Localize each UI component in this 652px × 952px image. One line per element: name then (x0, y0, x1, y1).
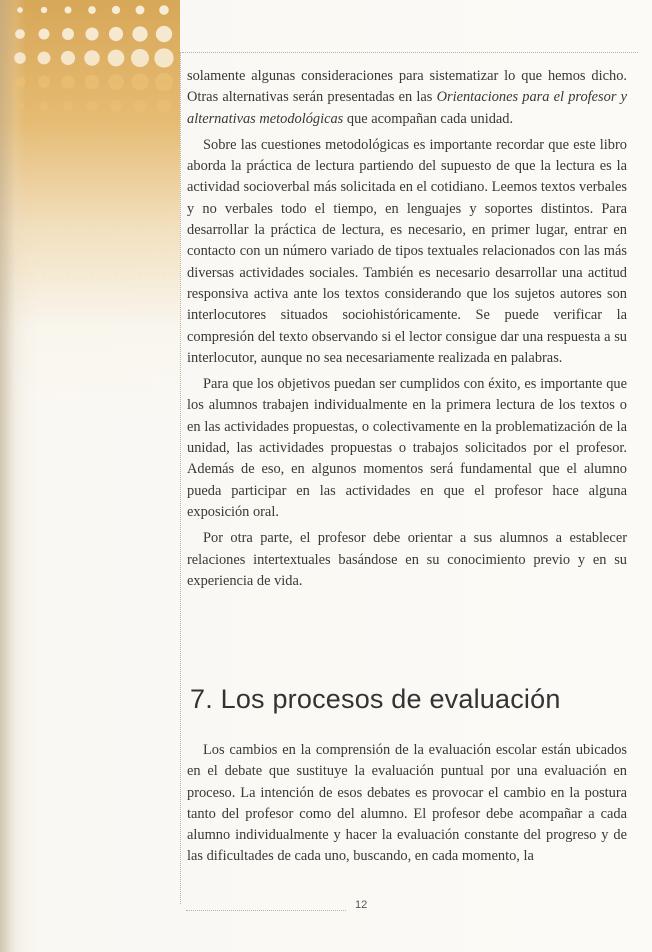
halftone-dot (91, 153, 93, 155)
halftone-dot (112, 6, 120, 14)
halftone-dot (39, 101, 48, 110)
halftone-dot (43, 273, 45, 275)
top-dotted-rule (182, 52, 638, 53)
halftone-dot (67, 273, 69, 275)
side-dotted-rule (180, 52, 181, 904)
paragraph-3: Para que los objetivos puedan ser cumplidos con éxito, es importante que los alumnos trabajen individualmente en la primera lectura de los textos o en las actividades propuestas, o colectivamente en la problematización de la unidad, las actividades propuestas o trabajos solicitados por el profesor. Además de eso, en algunos momentos será fundamental que el alumno pueda participar en las actividades en que el profesor hace alguna exposición oral. (187, 376, 627, 520)
halftone-dot (67, 249, 69, 251)
halftone-dot (67, 153, 69, 155)
halftone-dot (19, 201, 21, 203)
halftone-dot (132, 26, 147, 41)
body-text-top (187, 66, 627, 592)
halftone-dot (115, 201, 117, 203)
halftone-dot (19, 249, 21, 251)
halftone-dot (17, 7, 23, 13)
halftone-dot (108, 50, 125, 67)
halftone-dot (84, 50, 99, 65)
halftone-dot (110, 100, 122, 112)
paragraph-1-text: solamente algunas consideraciones para sistematizar lo que hemos dicho. Otras alternativas serán presentadas en las (187, 68, 627, 106)
halftone-dot (163, 177, 165, 179)
halftone-dot (163, 249, 165, 251)
halftone-dot (91, 177, 93, 179)
page-number: 12 (355, 899, 368, 911)
halftone-dot (63, 101, 73, 111)
body-text-bottom (187, 740, 627, 868)
halftone-dot (115, 177, 117, 179)
halftone-dot (87, 101, 98, 112)
halftone-dot (85, 75, 100, 90)
halftone-dot (19, 177, 21, 179)
halftone-dot (43, 153, 45, 155)
halftone-dot (67, 177, 69, 179)
halftone-dot (61, 75, 74, 88)
paragraph-1-text-end: que acompañan cada unidad. (343, 110, 514, 127)
halftone-dot (62, 28, 74, 40)
halftone-dot (159, 5, 169, 15)
halftone-dot (85, 27, 98, 40)
halftone-dots-decoration (0, 0, 180, 320)
halftone-dot (42, 128, 47, 133)
halftone-dot (113, 127, 119, 133)
paragraph-1 (187, 66, 627, 130)
halftone-dot (41, 7, 47, 13)
halftone-dot (61, 51, 75, 65)
halftone-dot (137, 127, 144, 134)
halftone-dot (67, 201, 69, 203)
halftone-dot (39, 29, 50, 40)
halftone-dot (139, 225, 141, 227)
halftone-dot (131, 49, 149, 67)
halftone-dot (15, 77, 26, 88)
halftone-dot (163, 273, 165, 275)
halftone-dot (65, 7, 72, 14)
halftone-dot (16, 102, 24, 110)
halftone-dot (115, 273, 117, 275)
halftone-dot (43, 249, 45, 251)
halftone-dot (109, 27, 123, 41)
halftone-dot (163, 225, 165, 227)
paragraph-1-emphasis: Orientaciones para el profesor y alternativas metodológicas (187, 89, 627, 127)
halftone-dot (139, 177, 141, 179)
halftone-dot (139, 153, 141, 155)
halftone-dot (38, 52, 51, 65)
paragraph-5: Los cambios en la comprensión de la evaluación escolar están ubicados en el debate que sustituye la evaluación puntual por una evaluación en proceso. La intención de esos debates es provocar el cambio en la postura tanto del profesor como del alumno. El profesor debe acompañar a cada alumno individualmente y hacer la evaluación constante del progreso y de las dificultades de cada uno, buscando, en cada momento, la (187, 742, 627, 865)
halftone-dot (91, 201, 93, 203)
halftone-dot (43, 177, 45, 179)
halftone-dot (19, 273, 21, 275)
halftone-dot (14, 52, 26, 64)
halftone-dot (139, 201, 141, 203)
halftone-dot (131, 73, 148, 90)
halftone-dot (91, 249, 93, 251)
halftone-dot (134, 100, 147, 113)
halftone-dot (38, 76, 50, 88)
halftone-dot (160, 126, 167, 133)
halftone-dot (18, 128, 22, 132)
halftone-dot (115, 153, 117, 155)
halftone-dot (108, 74, 124, 90)
halftone-dot (15, 29, 25, 39)
halftone-dot (91, 225, 93, 227)
halftone-dot (155, 73, 173, 91)
halftone-dot (157, 99, 171, 113)
halftone-dot (88, 6, 96, 14)
halftone-dot (91, 273, 93, 275)
halftone-dot (43, 201, 45, 203)
halftone-dot (136, 6, 145, 15)
halftone-dot (89, 127, 95, 133)
halftone-dot (154, 48, 173, 67)
halftone-dot (115, 225, 117, 227)
paragraph-4: Por otra parte, el profesor debe orientar a sus alumnos a establecer relaciones intertextuales basándose en su conocimiento previo y en su experiencia de vida. (187, 530, 627, 589)
halftone-dot (163, 153, 165, 155)
halftone-dot (67, 225, 69, 227)
halftone-dot (163, 201, 165, 203)
halftone-dot (19, 225, 21, 227)
bottom-dotted-rule (186, 910, 346, 911)
halftone-dot (43, 225, 45, 227)
halftone-dot (139, 249, 141, 251)
paragraph-2: Sobre las cuestiones metodológicas es importante recordar que este libro aborda la práctica de lectura partiendo del supuesto de que la lectura es la actividad socioverbal más solicitada en el cotidiano. Leemos textos verbales y no verbales todo el tiempo, en lenguajes y soportes distintos. Para desarrollar la práctica de lectura, es necesario, en primer lugar, entrar en contacto con un número variado de tipos textuales relacionados con las más diversas actividades sociales. También es necesario desarrollar una actitud responsiva activa ante los textos considerando que los sujetos autores son interlocutores situados sociohistóricamente. Se puede verificar la compresión del texto observando si el lector consigue dar una respuesta a su interlocutor, aunque no sea necesariamente realizada en palabras. (187, 136, 627, 366)
halftone-dot (156, 26, 172, 42)
halftone-dot (115, 249, 117, 251)
halftone-dot (139, 273, 141, 275)
halftone-dot (19, 153, 21, 155)
halftone-dot (65, 127, 70, 132)
section-heading: 7. Los procesos de evaluación (190, 684, 561, 714)
